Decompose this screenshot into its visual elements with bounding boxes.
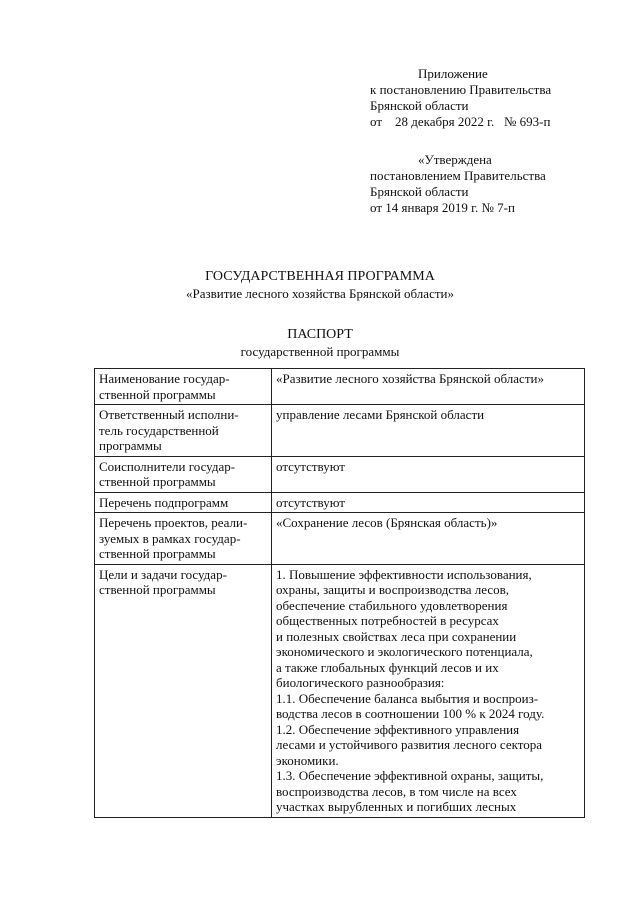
row-value-line: 1.1. Обеспечение баланса выбытия и воспроиз- xyxy=(276,690,539,706)
row-value-cell xyxy=(272,513,585,565)
row-value-cell xyxy=(272,405,585,457)
row-label-line: Цели и задачи государ- xyxy=(99,566,227,582)
approval-line: постановлением Правительства xyxy=(370,168,546,183)
row-label-cell xyxy=(95,564,272,817)
row-value-line: водства лесов в соотношении 100 % к 2024 году. xyxy=(276,706,545,721)
approval-line: Брянской области xyxy=(370,184,469,199)
row-value-line: 1.3. Обеспечение эффективной охраны, защиты, xyxy=(276,768,544,783)
row-value-cell xyxy=(272,564,585,817)
row-label-line: Перечень подпрограмм xyxy=(99,494,229,510)
passport-table-body xyxy=(95,369,585,818)
row-value-line: воспроизводства лесов, в том числе на всех xyxy=(276,783,517,799)
table-row xyxy=(95,405,585,457)
row-label-cell xyxy=(95,369,272,405)
table-row xyxy=(95,456,585,492)
row-label-line: зуемых в рамках государ- xyxy=(99,530,241,546)
appendix-line: от 28 декабря 2022 г. № 693-п xyxy=(370,114,551,129)
row-value-cell xyxy=(272,369,585,405)
row-label-line: Перечень проектов, реали- xyxy=(99,515,248,530)
row-value-line: экономики. xyxy=(276,752,339,768)
program-name: «Развитие лесного хозяйства Брянской области» xyxy=(186,286,454,301)
row-value-line: 1. Повышение эффективности использования, xyxy=(276,566,532,582)
row-label-line: ственной программы xyxy=(99,386,216,402)
table-row xyxy=(95,492,585,513)
row-value-line: «Сохранение лесов (Брянская область)» xyxy=(276,515,498,530)
row-label-cell xyxy=(95,405,272,457)
appendix-reference xyxy=(370,66,551,130)
passport-subtitle: государственной программы xyxy=(240,344,400,359)
row-value-line: обеспечение стабильного удовлетворения xyxy=(276,597,508,613)
row-value-cell xyxy=(272,492,585,513)
row-value-line: и полезных свойствах леса при сохранении xyxy=(276,628,517,644)
row-value-line: участках вырубленных и погибших лесных xyxy=(276,799,517,814)
approval-line: от 14 января 2019 г. № 7-п xyxy=(370,200,515,215)
row-label-cell xyxy=(95,456,272,492)
approval-reference xyxy=(370,152,546,216)
table-row xyxy=(95,369,585,405)
row-value-line: экономического и экологического потенциала, xyxy=(276,644,533,659)
approval-line: «Утверждена xyxy=(418,152,492,167)
row-value-line: 1.2. Обеспечение эффективного управления xyxy=(276,721,520,737)
appendix-line: к постановлению Правительства xyxy=(370,82,552,97)
row-label-line: тель государственной xyxy=(99,422,219,438)
row-label-line: ственной программы xyxy=(99,582,216,597)
row-label-line: программы xyxy=(99,438,162,453)
row-value-line: биологического разнообразия: xyxy=(276,675,445,690)
row-value-line: охраны, защиты и воспроизводства лесов, xyxy=(276,582,510,597)
row-label-line: Наименование государ- xyxy=(99,371,230,386)
row-value-line: отсутствуют xyxy=(276,458,345,474)
row-label-line: Ответственный исполни- xyxy=(99,407,239,422)
row-value-line: лесами и устойчивого развития лесного сектора xyxy=(276,737,543,752)
row-label-cell xyxy=(95,513,272,565)
row-label-line: Соисполнители государ- xyxy=(99,458,236,474)
row-label-cell xyxy=(95,492,272,513)
appendix-line: Брянской области xyxy=(370,98,469,113)
passport-title: ПАСПОРТ xyxy=(287,327,353,342)
appendix-line: Приложение xyxy=(418,66,488,81)
passport-table xyxy=(94,368,585,818)
row-label-line: ственной программы xyxy=(99,474,216,489)
row-label-line: ственной программы xyxy=(99,546,216,561)
row-value-line: отсутствуют xyxy=(276,494,345,510)
row-value-line: «Развитие лесного хозяйства Брянской области» xyxy=(276,371,544,386)
row-value-cell xyxy=(272,456,585,492)
table-row xyxy=(95,564,585,817)
table-row xyxy=(95,513,585,565)
row-value-line: а также глобальных функций лесов и их xyxy=(276,659,499,675)
program-title: ГОСУДАРСТВЕННАЯ ПРОГРАММА xyxy=(205,269,435,284)
row-value-line: управление лесами Брянской области xyxy=(276,407,485,422)
row-value-line: общественных потребностей в ресурсах xyxy=(276,613,499,628)
